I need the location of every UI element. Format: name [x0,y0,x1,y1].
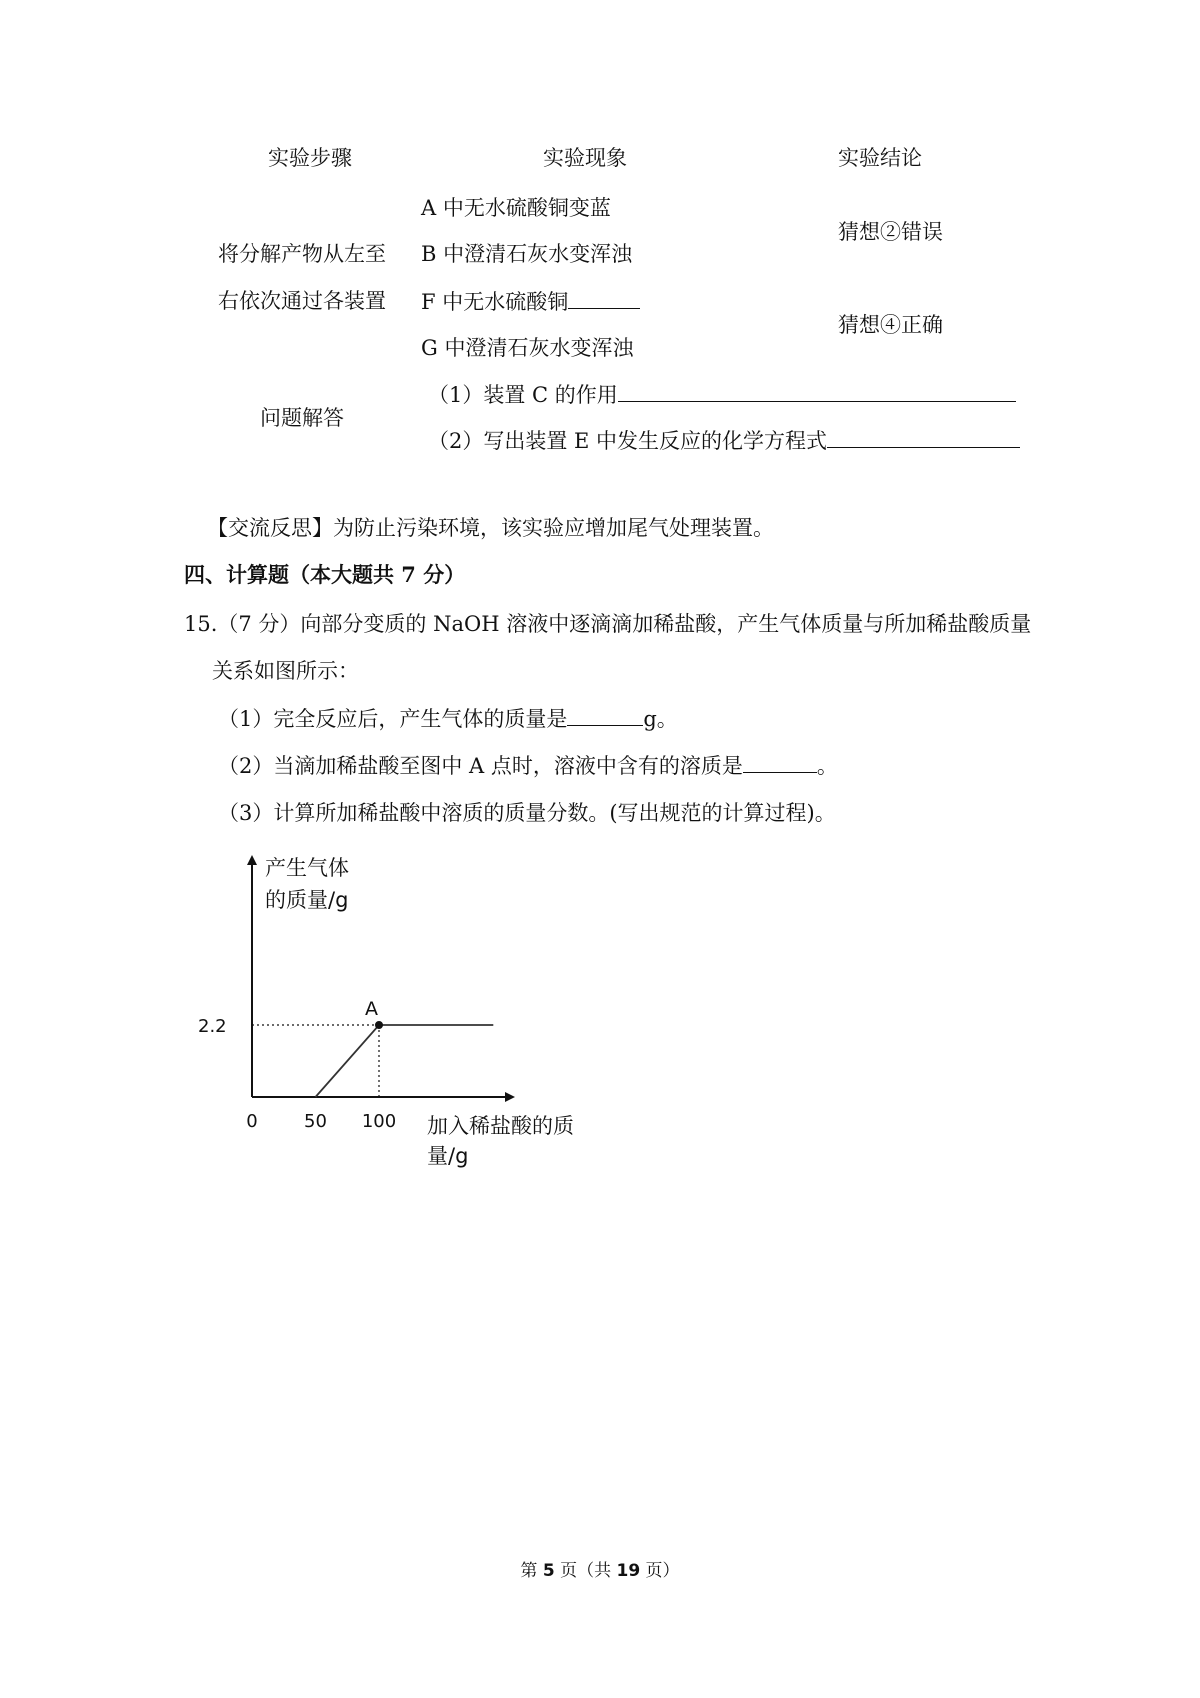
conclusion-2-wrong: 猜想②错误 [838,220,943,244]
step-text-line1: 将分解产物从左至 [218,242,386,266]
page-footer [0,1557,1200,1585]
answer-blank-gas-mass[interactable] [567,724,643,726]
qa-2-text: （2）写出装置 E 中发生反应的化学方程式 [428,429,828,453]
section-title: 四、计算题（本大题共 7 分） [184,562,466,587]
y-axis-label-line1: 产生气体 [265,856,349,880]
reflection-text: 【交流反思】为防止污染环境，该实验应增加尾气处理装置。 [207,516,774,540]
qa-2 [428,427,1020,455]
page-number: 5 [542,1561,555,1581]
q15-sub2 [218,752,838,780]
qa-1 [428,381,1016,409]
answer-blank-qa2[interactable] [827,446,1020,448]
phenomenon-f [421,288,640,316]
series-line [316,1025,494,1097]
footer-pre: 第 [520,1561,543,1581]
table-header-conclusion: 实验结论 [838,146,922,170]
q15-sub1-text: （1）完全反应后，产生气体的质量是 [218,707,568,731]
table-header-step: 实验步骤 [268,146,352,170]
q15-sub3: （3）计算所加稀盐酸中溶质的质量分数。(写出规范的计算过程)。 [218,801,836,825]
q15-sub1 [218,705,678,733]
x-tick-label: 100 [361,1111,397,1132]
footer-post: 页） [640,1561,680,1581]
phenomenon-b: B 中澄清石灰水变浑浊 [421,242,633,266]
x-tick-label: 50 [304,1111,327,1132]
x-tick-label: 0 [246,1111,258,1132]
phenomenon-g: G 中澄清石灰水变浑浊 [421,336,634,360]
qa-label: 问题解答 [260,406,344,430]
gas-mass-chart [195,845,615,1185]
q15-sub2-end: 。 [816,754,838,778]
point-a-marker [375,1021,383,1029]
footer-mid: 页（共 [554,1561,617,1581]
answer-blank-qa1[interactable] [618,400,1016,402]
conclusion-4-correct: 猜想④正确 [838,313,943,337]
y-axis-label-line2: 的质量/g [265,888,349,912]
answer-blank-solute[interactable] [743,771,817,773]
q15-line2: 关系如图所示： [212,659,359,683]
q15-sub1-unit: g。 [643,707,678,731]
q15-line1: 15.（7 分）向部分变质的 NaOH 溶液中逐滴滴加稀盐酸，产生气体质量与所加稀盐酸质量 [184,612,1032,636]
qa-1-text: （1）装置 C 的作用 [428,383,618,407]
y-tick-label: 2.2 [198,1016,227,1037]
x-axis-label-line1: 加入稀盐酸的质 [427,1114,574,1138]
x-axis-label-line2: 量/g [427,1144,469,1168]
q15-sub2-text: （2）当滴加稀盐酸至图中 A 点时，溶液中含有的溶质是 [218,754,743,778]
answer-blank-f[interactable] [568,307,640,309]
table-header-phenomenon: 实验现象 [543,146,627,170]
point-a-label: A [365,998,378,1020]
total-pages: 19 [616,1561,641,1581]
phenomenon-f-text: F 中无水硫酸铜 [421,290,569,314]
phenomenon-a: A 中无水硫酸铜变蓝 [421,196,611,220]
step-text-line2: 右依次通过各装置 [218,289,386,313]
